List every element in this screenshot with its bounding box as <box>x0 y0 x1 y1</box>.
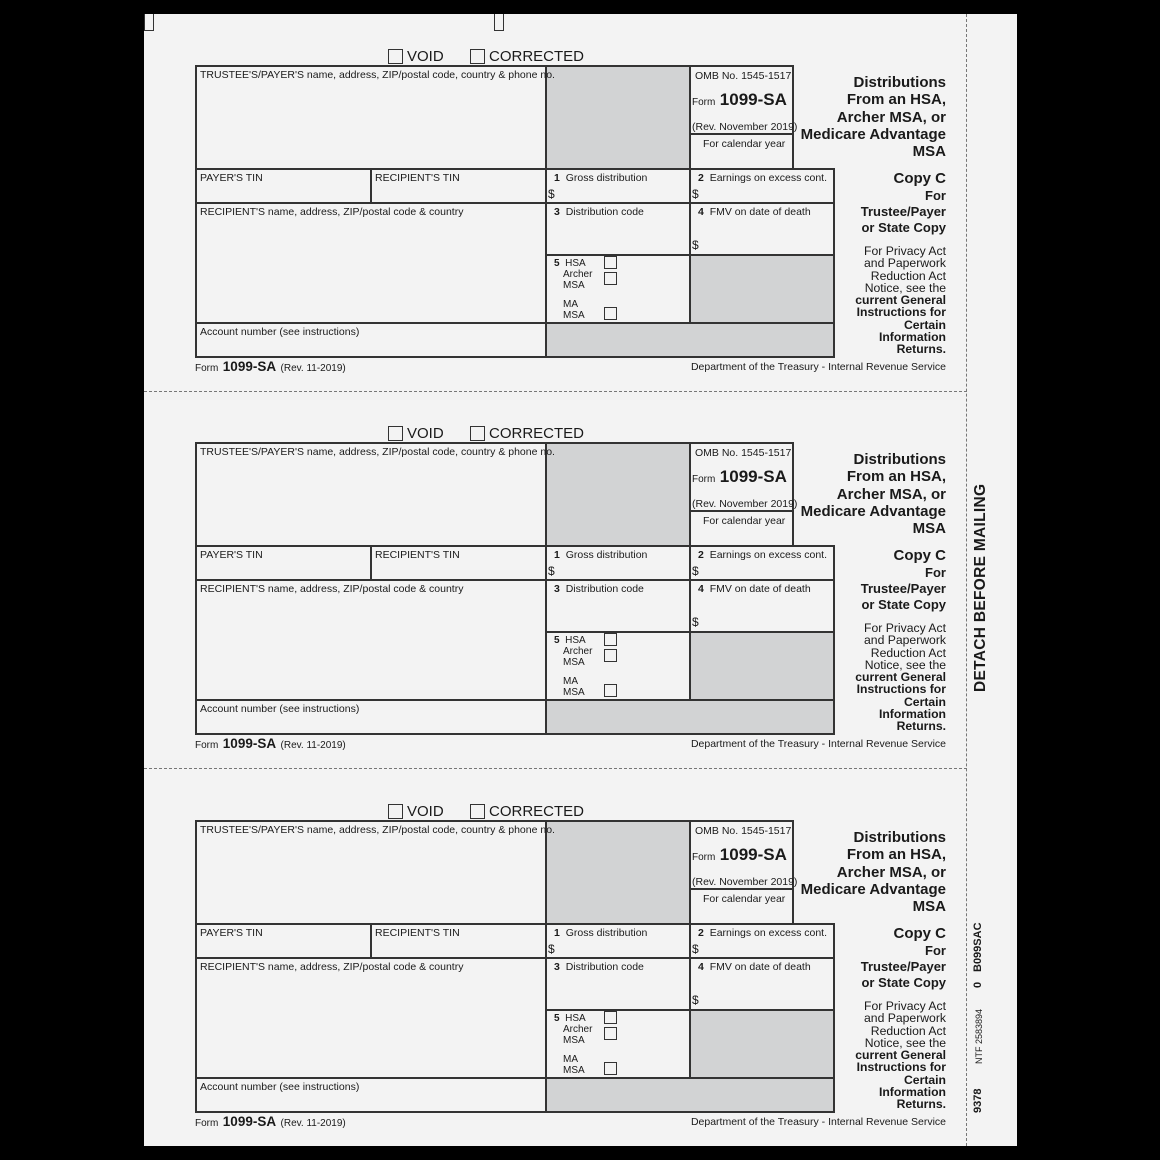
omb-number: OMB No. 1545-1517 <box>695 70 792 82</box>
archer-msa-checkbox[interactable] <box>604 649 617 662</box>
box1-label: 1 Gross distribution <box>554 927 648 939</box>
payer-tin-field[interactable] <box>197 939 369 957</box>
form-title: Distributions From an HSA, Archer MSA, or Medicare Advantage MSA <box>800 74 946 161</box>
payer-tin-field[interactable] <box>197 184 369 202</box>
form-title: Distributions From an HSA, Archer MSA, or Medicare Advantage MSA <box>800 451 946 538</box>
recipient-info-field[interactable] <box>197 219 543 321</box>
box4-label: 4 FMV on date of death <box>698 961 811 973</box>
earnings-excess-field[interactable] <box>702 184 832 202</box>
box1-dollar-sign: $ <box>548 942 555 956</box>
copy-recipient-line1: Trustee/Payer <box>860 581 946 596</box>
shaded-area-bottom <box>545 700 833 734</box>
calendar-year-label: For calendar year <box>703 515 786 527</box>
recipient-info-field[interactable] <box>197 974 543 1076</box>
box5-hsa-label: 5 HSA <box>554 1013 586 1024</box>
recipient-tin-field[interactable] <box>372 939 544 957</box>
void-label: VOID <box>407 803 444 820</box>
recipient-info-label: RECIPIENT'S name, address, ZIP/postal code & country <box>200 583 464 595</box>
form-title: Distributions From an HSA, Archer MSA, or Medicare Advantage MSA <box>800 829 946 916</box>
detach-before-mailing-text: DETACH BEFORE MAILING <box>972 483 989 692</box>
account-number-label: Account number (see instructions) <box>200 326 360 338</box>
box3-label: 3 Distribution code <box>554 583 644 595</box>
copy-recipient-line2: or State Copy <box>861 597 946 612</box>
footer-form-id: Form 1099-SA (Rev. 11-2019) <box>195 359 346 374</box>
shaded-area-box5-right <box>689 631 833 700</box>
footer-agency: Department of the Treasury - Internal Revenue Service <box>690 738 946 750</box>
box1-label: 1 Gross distribution <box>554 549 648 561</box>
shaded-area-bottom <box>545 323 833 357</box>
fmv-date-of-death-field[interactable] <box>702 219 832 253</box>
fmv-date-of-death-field[interactable] <box>702 596 832 630</box>
form-id <box>692 845 787 865</box>
form-1099-sa-copy-2 <box>0 377 1160 754</box>
box1-dollar-sign: $ <box>548 564 555 578</box>
box5-archer-label: Archer MSA <box>563 269 593 291</box>
account-number-field[interactable] <box>197 715 543 733</box>
void-checkbox[interactable] <box>388 426 403 441</box>
recipient-tin-label: RECIPIENT'S TIN <box>375 549 460 561</box>
calendar-year-label: For calendar year <box>703 893 786 905</box>
recipient-info-field[interactable] <box>197 596 543 698</box>
hsa-checkbox[interactable] <box>604 1011 617 1024</box>
form-1099-sa-copy-3 <box>0 755 1160 1132</box>
copy-c-heading: Copy C <box>893 925 946 942</box>
copy-c-heading: Copy C <box>893 547 946 564</box>
box4-label: 4 FMV on date of death <box>698 206 811 218</box>
corrected-checkbox[interactable] <box>470 426 485 441</box>
copy-for-label: For <box>925 943 946 958</box>
copy-recipient-line2: or State Copy <box>861 220 946 235</box>
recipient-info-label: RECIPIENT'S name, address, ZIP/postal code & country <box>200 961 464 973</box>
form-number: 1099-SA <box>719 90 787 109</box>
box1-dollar-sign: $ <box>548 187 555 201</box>
revision-date: (Rev. November 2019) <box>692 876 798 888</box>
distribution-code-field[interactable] <box>547 596 688 630</box>
box4-dollar-sign: $ <box>692 238 699 252</box>
revision-date: (Rev. November 2019) <box>692 121 798 133</box>
privacy-act-notice: For Privacy Act and Paperwork Reduction Act Notice, see the current General Instructions for Certain Information Returns. <box>855 621 946 734</box>
privacy-act-notice: For Privacy Act and Paperwork Reduction Act Notice, see the current General Instructions for Certain Information Returns. <box>855 244 946 357</box>
box2-label: 2 Earnings on excess cont. <box>698 172 828 184</box>
recipient-info-label: RECIPIENT'S name, address, ZIP/postal code & country <box>200 206 464 218</box>
calendar-year-field[interactable] <box>691 527 791 544</box>
box4-dollar-sign: $ <box>692 993 699 1007</box>
copy-c-heading: Copy C <box>893 170 946 187</box>
privacy-act-notice: For Privacy Act and Paperwork Reduction Act Notice, see the current General Instructions for Certain Information Returns. <box>855 999 946 1112</box>
shaded-area-box5-right <box>689 1009 833 1078</box>
box5-ma-label: MA MSA <box>563 1054 585 1076</box>
box5-ma-label: MA MSA <box>563 299 585 321</box>
ma-msa-checkbox[interactable] <box>604 1062 617 1075</box>
copy-recipient-line1: Trustee/Payer <box>860 959 946 974</box>
ntf-number-text: NTF 2583894 <box>974 1008 984 1064</box>
form-zero-text: 0 <box>972 981 984 988</box>
box2-dollar-sign: $ <box>692 187 699 201</box>
box2-dollar-sign: $ <box>692 564 699 578</box>
distribution-code-field[interactable] <box>547 219 688 253</box>
ma-msa-checkbox[interactable] <box>604 684 617 697</box>
revision-date: (Rev. November 2019) <box>692 498 798 510</box>
box2-label: 2 Earnings on excess cont. <box>698 549 828 561</box>
payer-info-field[interactable] <box>197 82 543 166</box>
corrected-checkbox[interactable] <box>470 804 485 819</box>
ma-msa-checkbox[interactable] <box>604 307 617 320</box>
void-checkbox[interactable] <box>388 49 403 64</box>
corrected-label: CORRECTED <box>489 425 585 442</box>
omb-number: OMB No. 1545-1517 <box>695 825 792 837</box>
copy-recipient-line1: Trustee/Payer <box>860 204 946 219</box>
hsa-checkbox[interactable] <box>604 633 617 646</box>
payer-tin-label: PAYER'S TIN <box>200 172 263 184</box>
form-1099-sa-copy-1 <box>0 0 1160 377</box>
form-word: Form <box>692 474 716 485</box>
box2-dollar-sign: $ <box>692 942 699 956</box>
omb-number: OMB No. 1545-1517 <box>695 447 792 459</box>
shaded-area-bottom <box>545 1078 833 1112</box>
corrected-checkbox[interactable] <box>470 49 485 64</box>
form-stock-number: 9378 <box>972 1088 984 1113</box>
gross-distribution-field[interactable] <box>558 184 688 202</box>
payer-info-field-label: TRUSTEE'S/PAYER'S name, address, ZIP/postal code, country & phone no. <box>200 446 555 458</box>
copy-for-label: For <box>925 188 946 203</box>
recipient-tin-label: RECIPIENT'S TIN <box>375 172 460 184</box>
calendar-year-label: For calendar year <box>703 138 786 150</box>
box2-label: 2 Earnings on excess cont. <box>698 927 828 939</box>
gross-distribution-field[interactable] <box>558 939 688 957</box>
form-number: 1099-SA <box>719 845 787 864</box>
payer-info-field-label: TRUSTEE'S/PAYER'S name, address, ZIP/postal code, country & phone no. <box>200 824 555 836</box>
fmv-date-of-death-field[interactable] <box>702 974 832 1008</box>
gross-distribution-field[interactable] <box>558 561 688 579</box>
form-number: 1099-SA <box>719 467 787 486</box>
payer-info-field[interactable] <box>197 837 543 921</box>
box5-archer-label: Archer MSA <box>563 1024 593 1046</box>
archer-msa-checkbox[interactable] <box>604 1027 617 1040</box>
shaded-area-box5-right <box>689 254 833 323</box>
footer-agency: Department of the Treasury - Internal Revenue Service <box>690 361 946 373</box>
form-word: Form <box>692 852 716 863</box>
box5-hsa-label: 5 HSA <box>554 635 586 646</box>
void-checkbox[interactable] <box>388 804 403 819</box>
account-number-label: Account number (see instructions) <box>200 1081 360 1093</box>
box5-hsa-label: 5 HSA <box>554 258 586 269</box>
payer-tin-field[interactable] <box>197 561 369 579</box>
recipient-tin-field[interactable] <box>372 561 544 579</box>
footer-agency: Department of the Treasury - Internal Revenue Service <box>690 1116 946 1128</box>
distribution-code-field[interactable] <box>547 974 688 1008</box>
earnings-excess-field[interactable] <box>702 561 832 579</box>
box3-label: 3 Distribution code <box>554 961 644 973</box>
footer-form-id: Form 1099-SA (Rev. 11-2019) <box>195 736 346 751</box>
payer-info-field[interactable] <box>197 459 543 543</box>
form-word: Form <box>692 97 716 108</box>
form-id <box>692 467 787 487</box>
hsa-checkbox[interactable] <box>604 256 617 269</box>
archer-msa-checkbox[interactable] <box>604 272 617 285</box>
footer-form-id: Form 1099-SA (Rev. 11-2019) <box>195 1114 346 1129</box>
void-label: VOID <box>407 425 444 442</box>
recipient-tin-field[interactable] <box>372 184 544 202</box>
payer-tin-label: PAYER'S TIN <box>200 549 263 561</box>
form-id <box>692 90 787 110</box>
shaded-area-top <box>545 442 689 545</box>
box4-label: 4 FMV on date of death <box>698 583 811 595</box>
copy-recipient-line2: or State Copy <box>861 975 946 990</box>
copy-for-label: For <box>925 565 946 580</box>
corrected-label: CORRECTED <box>489 48 585 65</box>
account-number-label: Account number (see instructions) <box>200 703 360 715</box>
earnings-excess-field[interactable] <box>702 939 832 957</box>
void-label: VOID <box>407 48 444 65</box>
corrected-label: CORRECTED <box>489 803 585 820</box>
account-number-field[interactable] <box>197 338 543 356</box>
shaded-area-top <box>545 65 689 168</box>
recipient-tin-label: RECIPIENT'S TIN <box>375 927 460 939</box>
box5-archer-label: Archer MSA <box>563 646 593 668</box>
calendar-year-field[interactable] <box>691 905 791 922</box>
box1-label: 1 Gross distribution <box>554 172 648 184</box>
shaded-area-top <box>545 820 689 923</box>
calendar-year-field[interactable] <box>691 150 791 167</box>
form-code-text: B099SAC <box>972 922 984 972</box>
box4-dollar-sign: $ <box>692 615 699 629</box>
account-number-field[interactable] <box>197 1093 543 1111</box>
payer-tin-label: PAYER'S TIN <box>200 927 263 939</box>
payer-info-field-label: TRUSTEE'S/PAYER'S name, address, ZIP/postal code, country & phone no. <box>200 69 555 81</box>
box5-ma-label: MA MSA <box>563 676 585 698</box>
box3-label: 3 Distribution code <box>554 206 644 218</box>
